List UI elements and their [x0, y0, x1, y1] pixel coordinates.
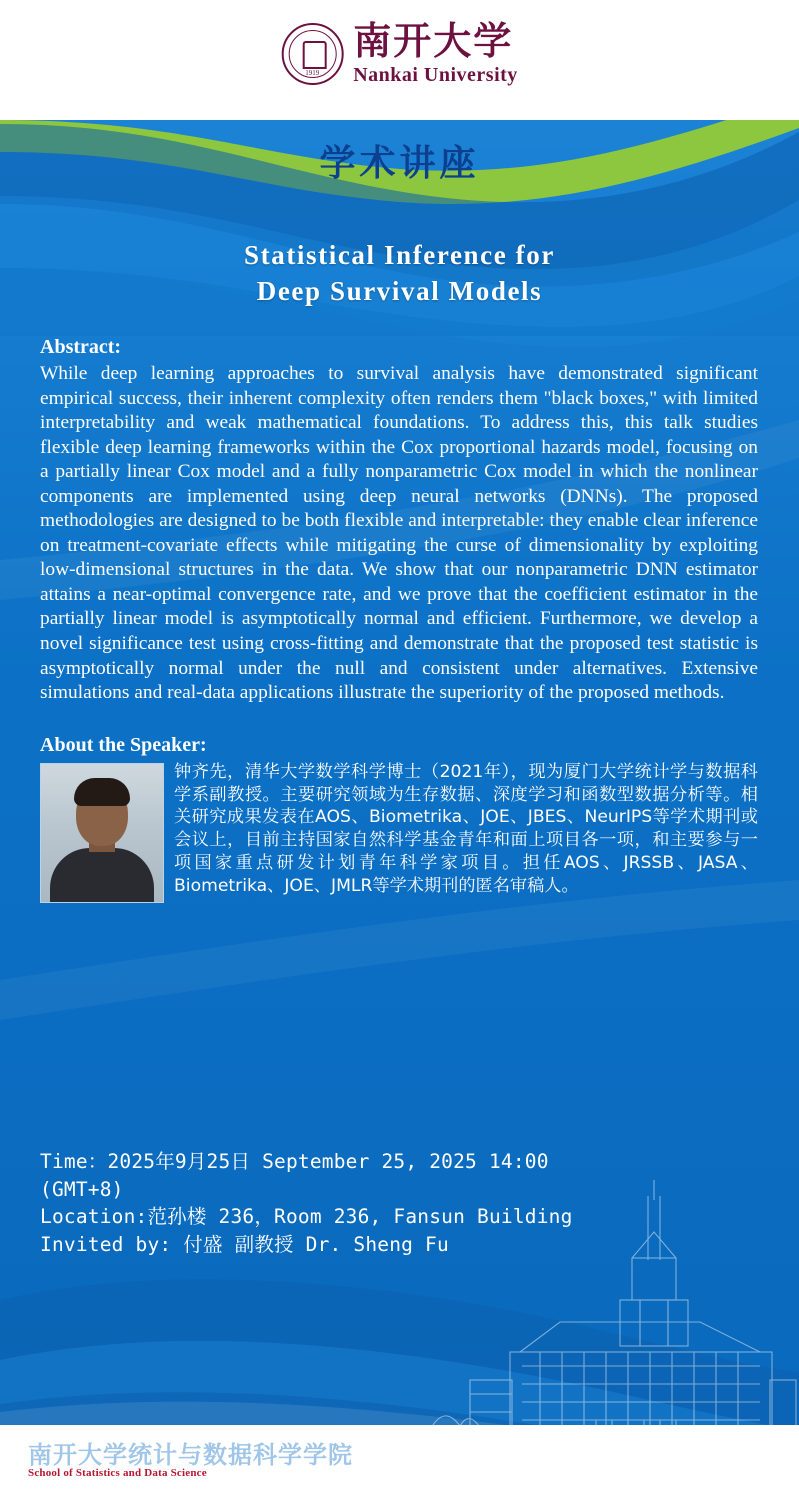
university-name-block: [353, 18, 518, 86]
speaker-bio-text: 钟齐先，清华大学数学科学博士（2021年），现为厦门大学统计学与数据科学系副教授。主要研究领域为生存数据、深度学习和函数型数据分析等。相关研究成果发表在AOS、Biometrika、JOE、JBES、NeurIPS等学术期刊或会议上，目前主持国家自然科学基金青年和面上项目各一项，和主要参与一项国家重点研发计划青年科学家项目。担任AOS、JRSSB、JASA、Biometrika、JOE、JMLR等学术期刊的匿名审稿人。: [174, 761, 758, 897]
event-invited-by: Invited by: 付盛 副教授 Dr. Sheng Fu: [40, 1233, 449, 1257]
school-name-cn: 南开大学统计与数据科学学院: [28, 1440, 353, 1469]
speaker-section: [40, 734, 758, 905]
abstract-text: While deep learning approaches to survival analysis have demonstrated significant empirical success, their inherent complexity often renders them "black boxes," with limited interpretability and weak mathematical foundations. To address this, this talk studies flexible deep learning frameworks within the Cox proportional hazards model, focusing on a partially linear Cox model and a fully nonparametric Cox model in which the nonlinear components are implemented using deep neural networks (DNNs). The proposed methodologies are designed to be both flexible and interpretable: they enable clear inference on treatment-covariate effects while mitigating the curse of dimensionality by exploiting low-dimensional structures in the data. We show that our nonparametric DNN estimator attains a near-optimal convergence rate, and we prove that the coefficient estimator in the partially linear model is asymptotically normal and efficient. Furthermore, we develop a novel significance test using cross-fitting and demonstrate that the proposed test statistic is asymptotically normal under the null and consistent under alternatives. Extensive simulations and real-data applications illustrate the superiority of the proposed methods.: [40, 363, 758, 704]
abstract-label: Abstract:: [40, 336, 122, 358]
poster-header: [0, 0, 799, 120]
speaker-body: [40, 761, 758, 905]
event-time-line-1: Time：2025年9月25日 September 25, 2025 14:00: [40, 1150, 549, 1173]
event-location: Location:范孙楼 236，Room 236, Fansun Building: [40, 1205, 573, 1229]
poster-body: [40, 336, 758, 905]
talk-title-line-2: Deep Survival Models: [256, 275, 543, 306]
university-logo: [281, 18, 518, 86]
school-name-en: School of Statistics and Data Science: [28, 1467, 207, 1479]
university-name-cn: 南开大学: [353, 18, 514, 63]
seal-year-label: 1919: [305, 68, 320, 77]
poster-footer: [0, 1425, 799, 1499]
nankai-seal-icon: [281, 23, 343, 85]
talk-title: [0, 238, 799, 309]
event-time-line-2: (GMT+8): [40, 1177, 124, 1201]
event-logistics: [40, 1148, 760, 1259]
speaker-portrait-photo: [40, 763, 164, 903]
talk-title-line-1: Statistical Inference for: [244, 240, 555, 270]
speaker-label: About the Speaker:: [40, 733, 207, 756]
lecture-type-heading: 学术讲座: [319, 142, 480, 184]
university-name-en: Nankai University: [353, 64, 518, 86]
